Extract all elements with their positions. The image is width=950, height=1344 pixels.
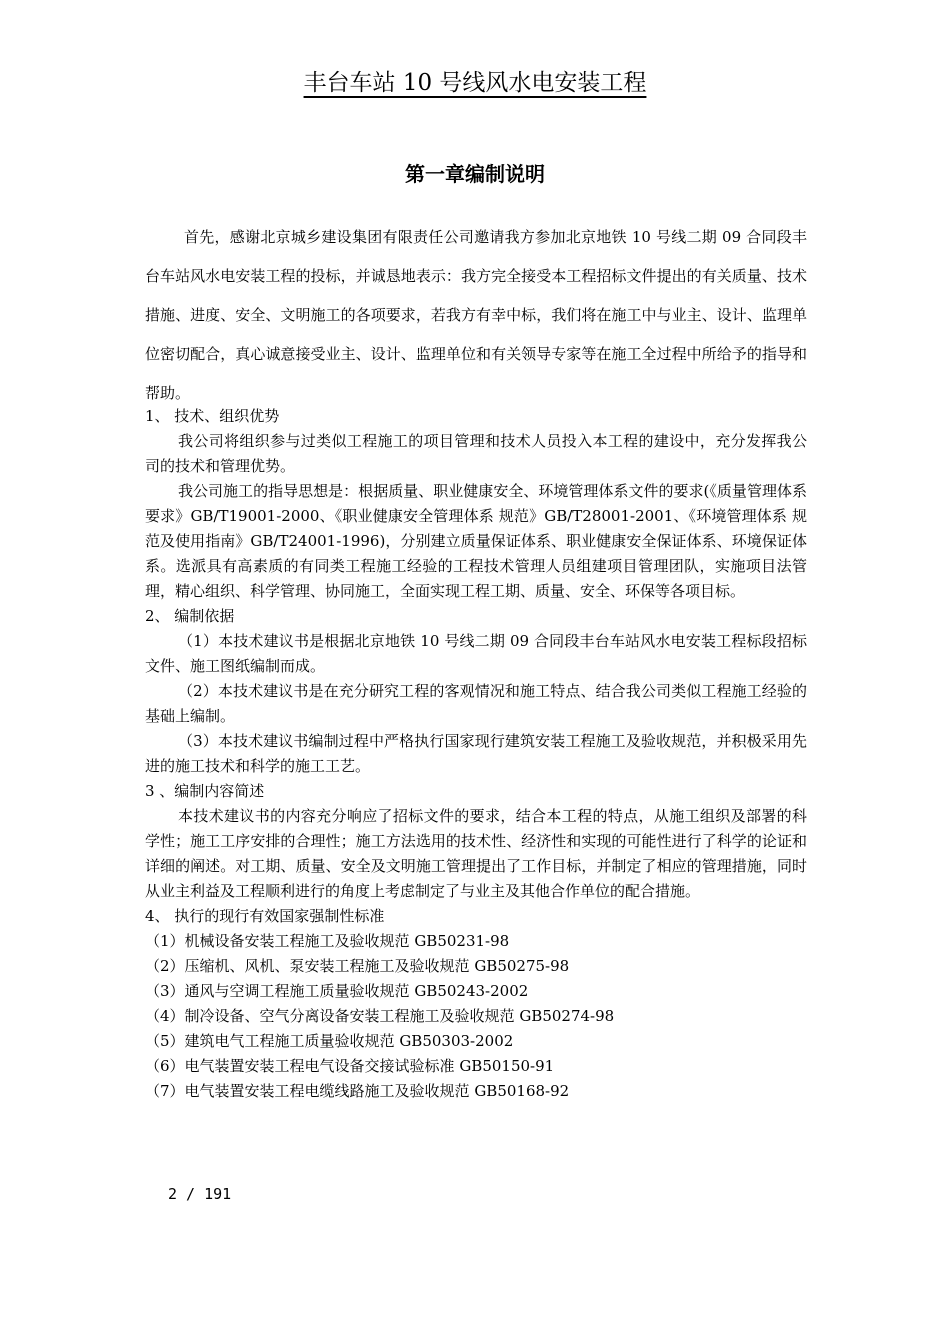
paragraph: （3）本技术建议书编制过程中严格执行国家现行建筑安装工程施工及验收规范，并积极采用先进的施工技术和科学的施工工艺。 bbox=[145, 732, 807, 775]
paragraph: （2）本技术建议书是在充分研究工程的客观情况和施工特点、结合我公司类似工程施工经验的基础上编制。 bbox=[145, 682, 807, 725]
standard-list-item: （5）建筑电气工程施工质量验收规范 GB50303-2002 bbox=[145, 1032, 514, 1050]
paragraph: 本技术建议书的内容充分响应了招标文件的要求，结合本工程的特点，从施工组织及部署的科学性；施工工序安排的合理性；施工方法选用的技术性、经济性和实现的可能性进行了科学的论证和详细的阐述。对工期、质量、安全及文明施工管理提出了工作目标，并制定了相应的管理措施，同时从业主利益及工程顺利进行的角度上考虑制定了与业主及其他合作单位的配合措施。 bbox=[145, 807, 807, 900]
standard-list-item: （1）机械设备安装工程施工及验收规范 GB50231-98 bbox=[145, 932, 510, 950]
main-content bbox=[145, 404, 807, 1104]
standard-list-item: （3）通风与空调工程施工质量验收规范 GB50243-2002 bbox=[145, 982, 529, 1000]
standard-list-item: （4）制冷设备、空气分离设备安装工程施工及验收规范 GB50274-98 bbox=[145, 1007, 615, 1025]
standard-list-item: （2）压缩机、风机、泵安装工程施工及验收规范 GB50275-98 bbox=[145, 957, 570, 975]
page-indicator: 2 / 191 bbox=[168, 1185, 232, 1203]
standard-list-item: （6）电气装置安装工程电气设备交接试验标准 GB50150-91 bbox=[145, 1057, 555, 1075]
paragraph: 我公司将组织参与过类似工程施工的项目管理和技术人员投入本工程的建设中，充分发挥我公司的技术和管理优势。 bbox=[145, 432, 807, 475]
section-heading: 4、 执行的现行有效国家强制性标准 bbox=[145, 907, 385, 925]
paragraph: 我公司施工的指导思想是：根据质量、职业健康安全、环境管理体系文件的要求(《质量管理体系 要求》GB/T19001-2000、《职业健康安全管理体系 规范》GB/T28001-2001、《环境管理体系 规范及使用指南》GB/T24001-1996)，分别建立质量保证体系、职业健康安全保证体系、环境保证体系。选派具有高素质的有同类工程施工经验的工程技术管理人员组建项目管理团队，实施项目法管理，精心组织、科学管理、协同施工，全面实现工程工期、质量、安全、环保等各项目标。 bbox=[145, 482, 807, 600]
paragraph: （1）本技术建议书是根据北京地铁 10 号线二期 09 合同段丰台车站风水电安装工程标段招标文件、施工图纸编制而成。 bbox=[145, 632, 807, 675]
section-heading: 1、 技术、组织优势 bbox=[145, 407, 280, 425]
section-heading: 2、 编制依据 bbox=[145, 607, 235, 625]
header-title bbox=[0, 66, 950, 100]
intro-paragraph: 首先，感谢北京城乡建设集团有限责任公司邀请我方参加北京地铁 10 号线二期 09 合同段丰台车站风水电安装工程的投标，并诚恳地表示：我方完全接受本工程招标文件提出的有关质量、技术措施、进度、安全、文明施工的各项要求，若我方有幸中标，我们将在施工中与业主、设计、监理单位密切配合，真心诚意接受业主、设计、监理单位和有关领导专家等在施工全过程中所给予的指导和帮助。 bbox=[145, 228, 807, 402]
header-title-text: 丰台车站 10 号线风水电安装工程 bbox=[303, 70, 647, 96]
standard-list-item: （7）电气装置安装工程电缆线路施工及验收规范 GB50168-92 bbox=[145, 1082, 570, 1100]
chapter-title: 第一章编制说明 bbox=[405, 162, 545, 186]
section-heading: 3 、编制内容简述 bbox=[145, 782, 265, 800]
